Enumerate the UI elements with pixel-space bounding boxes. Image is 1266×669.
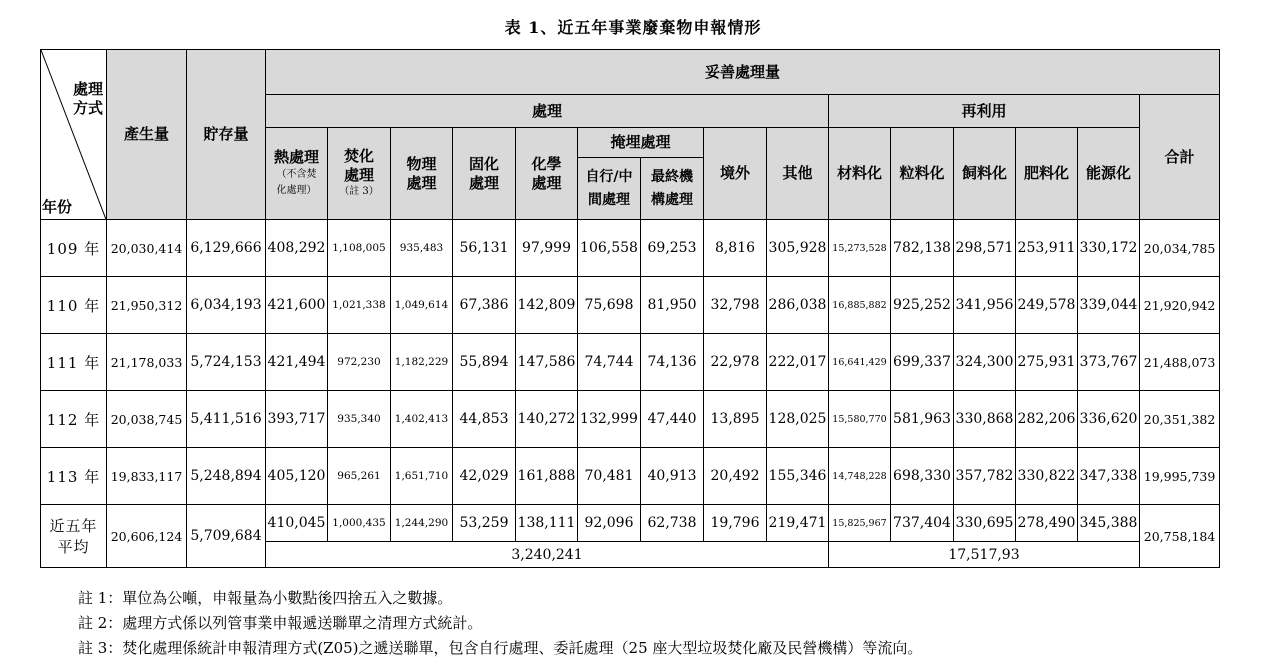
cell-physical: 1,182,229 [391,334,453,391]
cell-feed: 298,571 [954,220,1016,277]
cell-total: 21,488,073 [1140,334,1220,391]
cell-physical: 1,402,413 [391,391,453,448]
header-incineration-line1: 焚化 [343,146,374,165]
header-solidification-line2: 處理 [468,173,499,192]
note-1: 註 1：單位為公噸，申報量為小數點後四捨五入之數據。 [78,589,453,607]
cell-incineration: 935,340 [328,391,391,448]
cell-material: 16,641,429 [829,334,891,391]
header-landfill-final-line1: 最終機 [651,169,693,186]
header-chemical [516,128,578,220]
cell-chemical: 97,999 [516,220,578,277]
average-landfill-self: 92,096 [578,505,641,542]
cell-generation: 20,038,745 [107,391,187,448]
cell-energy: 373,767 [1078,334,1140,391]
cell-landfill-self: 70,481 [578,448,641,505]
cell-storage: 5,248,894 [187,448,266,505]
header-incineration [328,128,391,220]
cell-other: 128,025 [767,391,829,448]
header-landfill-self [578,158,641,220]
average-energy: 345,388 [1078,505,1140,542]
average-solidification: 53,259 [453,505,516,542]
average-fuel: 737,404 [891,505,954,542]
cell-feed: 330,868 [954,391,1016,448]
cell-fertilizer: 249,578 [1016,277,1078,334]
table-row [41,277,1220,334]
cell-thermal: 421,494 [266,334,328,391]
average-total: 20,758,184 [1140,505,1220,568]
cell-fuel: 782,138 [891,220,954,277]
cell-incineration: 965,261 [328,448,391,505]
header-reuse: 再利用 [829,95,1140,128]
cell-other: 222,017 [767,334,829,391]
cell-total: 21,920,942 [1140,277,1220,334]
header-treatment: 處理 [266,95,829,128]
header-total: 合計 [1140,95,1220,220]
header-landfill-final-line2: 構處理 [651,191,693,208]
corner-top-line1: 處理 [72,80,103,98]
cell-fertilizer: 282,206 [1016,391,1078,448]
header-overseas: 境外 [704,128,767,220]
cell-feed: 357,782 [954,448,1016,505]
average-label-line2: 平均 [57,538,90,556]
cell-solidification: 56,131 [453,220,516,277]
cell-solidification: 44,853 [453,391,516,448]
cell-landfill-self: 74,744 [578,334,641,391]
cell-storage: 6,034,193 [187,277,266,334]
header-landfill-final [641,158,704,220]
header-solidification-line1: 固化 [468,154,499,173]
cell-landfill-final: 74,136 [641,334,704,391]
header-thermal-main: 熱處理 [273,148,319,167]
cell-generation: 21,950,312 [107,277,187,334]
header-generation: 產生量 [107,50,187,220]
cell-overseas: 8,816 [704,220,767,277]
cell-generation: 21,178,033 [107,334,187,391]
header-landfill: 掩埋處理 [578,128,704,158]
cell-incineration: 1,108,005 [328,220,391,277]
cell-generation: 20,030,414 [107,220,187,277]
cell-fuel: 581,963 [891,391,954,448]
row-year: 113 年 [41,448,107,505]
cell-material: 15,273,528 [829,220,891,277]
header-solidification [453,128,516,220]
row-year: 111 年 [41,334,107,391]
header-chemical-line1: 化學 [531,154,562,173]
cell-storage: 5,411,516 [187,391,266,448]
average-row [41,505,1220,542]
corner-bottom-label: 年份 [42,198,73,217]
row-year: 112 年 [41,391,107,448]
cell-solidification: 42,029 [453,448,516,505]
cell-landfill-final: 47,440 [641,391,704,448]
header-fertilizer: 肥料化 [1016,128,1078,220]
average-generation: 20,606,124 [107,505,187,568]
cell-overseas: 13,895 [704,391,767,448]
cell-landfill-self: 75,698 [578,277,641,334]
cell-landfill-final: 81,950 [641,277,704,334]
average-other: 219,471 [767,505,829,542]
cell-material: 15,580,770 [829,391,891,448]
average-landfill-final: 62,738 [641,505,704,542]
notes [78,586,922,661]
cell-physical: 1,049,614 [391,277,453,334]
average-treatment-subtotal: 3,240,241 [266,542,829,568]
table-row [41,391,1220,448]
table-body [41,220,1220,568]
average-fertilizer: 278,490 [1016,505,1078,542]
cell-storage: 5,724,153 [187,334,266,391]
cell-material: 14,748,228 [829,448,891,505]
row-year: 110 年 [41,277,107,334]
header-incineration-note: （註 3） [339,186,379,198]
cell-thermal: 421,600 [266,277,328,334]
cell-fuel: 699,337 [891,334,954,391]
cell-landfill-final: 40,913 [641,448,704,505]
cell-thermal: 405,120 [266,448,328,505]
cell-chemical: 147,586 [516,334,578,391]
cell-total: 20,351,382 [1140,391,1220,448]
cell-landfill-final: 69,253 [641,220,704,277]
header-proper-treatment: 妥善處理量 [266,50,1220,95]
cell-solidification: 67,386 [453,277,516,334]
header-landfill-self-line2: 間處理 [588,191,630,208]
cell-chemical: 142,809 [516,277,578,334]
header-storage: 貯存量 [187,50,266,220]
cell-overseas: 32,798 [704,277,767,334]
cell-fertilizer: 253,911 [1016,220,1078,277]
cell-generation: 19,833,117 [107,448,187,505]
header-incineration-line2: 處理 [343,165,374,184]
cell-energy: 330,172 [1078,220,1140,277]
cell-other: 286,038 [767,277,829,334]
average-label [41,505,107,568]
cell-material: 16,885,882 [829,277,891,334]
cell-overseas: 22,978 [704,334,767,391]
cell-other: 305,928 [767,220,829,277]
cell-feed: 341,956 [954,277,1016,334]
cell-landfill-self: 132,999 [578,391,641,448]
header-physical-line2: 處理 [406,173,437,192]
cell-physical: 935,483 [391,220,453,277]
table-caption: 表 1、近五年事業廢棄物申報情形 [504,18,762,37]
cell-other: 155,346 [767,448,829,505]
row-year: 109 年 [41,220,107,277]
cell-energy: 339,044 [1078,277,1140,334]
average-physical: 1,244,290 [391,505,453,542]
cell-thermal: 408,292 [266,220,328,277]
header-material: 材料化 [829,128,891,220]
average-feed: 330,695 [954,505,1016,542]
note-2: 註 2：處理方式係以列管事業申報遞送聯單之清理方式統計。 [78,614,483,632]
cell-energy: 336,620 [1078,391,1140,448]
average-reuse-subtotal: 17,517,93 [829,542,1140,568]
header-feed: 飼料化 [954,128,1016,220]
average-storage: 5,709,684 [187,505,266,568]
corner-top-line2: 方式 [72,98,103,117]
cell-energy: 347,338 [1078,448,1140,505]
table-row [41,448,1220,505]
header-thermal-sub2: 化處理） [276,184,317,196]
cell-fuel: 925,252 [891,277,954,334]
cell-incineration: 972,230 [328,334,391,391]
header-fuel: 粒料化 [891,128,954,220]
cell-landfill-self: 106,558 [578,220,641,277]
header-thermal-sub1: （不含焚 [276,168,317,180]
cell-chemical: 140,272 [516,391,578,448]
corner-top-label [73,80,103,118]
average-thermal: 410,045 [266,505,328,542]
header-other: 其他 [767,128,829,220]
cell-physical: 1,651,710 [391,448,453,505]
average-label-line1: 近五年 [49,517,98,535]
header-physical-line1: 物理 [406,154,437,173]
cell-fertilizer: 275,931 [1016,334,1078,391]
cell-solidification: 55,894 [453,334,516,391]
header-chemical-line2: 處理 [531,173,562,192]
header-energy: 能源化 [1078,128,1140,220]
average-chemical: 138,111 [516,505,578,542]
header-thermal [266,128,328,220]
average-material: 15,825,967 [829,505,891,542]
table-row [41,334,1220,391]
header-landfill-self-line1: 自行/中 [585,169,633,186]
average-incineration: 1,000,435 [328,505,391,542]
cell-chemical: 161,888 [516,448,578,505]
cell-overseas: 20,492 [704,448,767,505]
cell-fuel: 698,330 [891,448,954,505]
cell-fertilizer: 330,822 [1016,448,1078,505]
cell-total: 19,995,739 [1140,448,1220,505]
cell-thermal: 393,717 [266,391,328,448]
note-3: 註 3：焚化處理係統計申報清理方式(Z05)之遞送聯單，包含自行處理、委託處理（25 座大型垃圾焚化廠及民營機構）等流向。 [78,639,923,657]
table-row [41,220,1220,277]
waste-report-table [40,49,1220,568]
header-physical [391,128,453,220]
cell-total: 20,034,785 [1140,220,1220,277]
average-overseas: 19,796 [704,505,767,542]
cell-incineration: 1,021,338 [328,277,391,334]
diagonal-line [41,50,107,220]
cell-feed: 324,300 [954,334,1016,391]
corner-header [41,50,107,220]
cell-storage: 6,129,666 [187,220,266,277]
